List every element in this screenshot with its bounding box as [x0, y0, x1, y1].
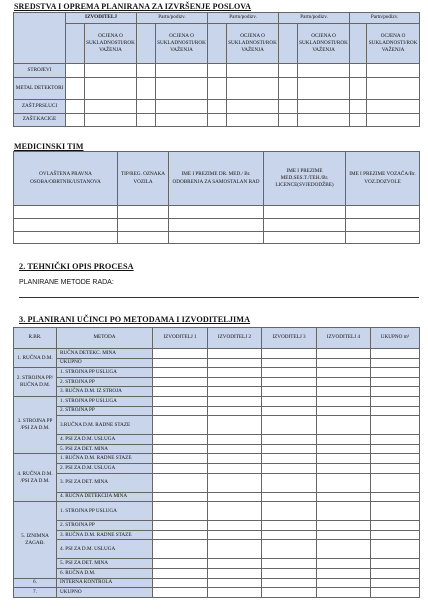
izvoditelj-cell[interactable] — [317, 358, 371, 368]
izvoditelj-cell[interactable] — [317, 454, 371, 464]
izvoditelj-cell[interactable] — [262, 568, 317, 578]
izvoditelj-cell[interactable] — [153, 406, 208, 416]
ukupno-cell[interactable] — [371, 435, 420, 445]
izvoditelj-cell[interactable] — [208, 559, 262, 569]
table-row — [14, 396, 420, 406]
cell[interactable] — [66, 100, 85, 114]
header-izvoditelj-2: IZVODITELJ 2 — [208, 328, 262, 349]
header-izvoditelj-3: IZVODITELJ 3 — [262, 328, 317, 349]
izvoditelj-cell[interactable] — [262, 406, 317, 416]
izvoditelj-cell[interactable] — [262, 368, 317, 378]
header-ukupno: UKUPNO m² — [371, 328, 420, 349]
izvoditelj-cell[interactable] — [153, 358, 208, 368]
group-label: 4. RUČNA D.M. /PSI ZA D.M. — [14, 454, 57, 502]
table-row — [14, 416, 420, 435]
table-row — [14, 444, 420, 454]
cell[interactable] — [227, 100, 279, 114]
table-row — [14, 588, 420, 598]
group-label: 6. — [14, 578, 57, 588]
table-row — [14, 406, 420, 416]
table-row — [14, 463, 420, 473]
table-row — [14, 377, 420, 387]
izvoditelj-cell[interactable] — [153, 540, 208, 559]
izvoditelj-cell[interactable] — [153, 416, 208, 435]
cell[interactable] — [208, 78, 227, 100]
group-label: 1. RUČNA D.M. — [14, 349, 57, 368]
cell[interactable] — [14, 219, 118, 232]
izvoditelj-cell[interactable] — [153, 387, 208, 397]
izvoditelj-cell[interactable] — [153, 502, 208, 521]
table-row — [14, 358, 420, 368]
cell[interactable] — [85, 100, 137, 114]
izvoditelj-cell[interactable] — [317, 540, 371, 559]
cell[interactable] — [367, 114, 420, 127]
header-metoda: METODA — [57, 328, 153, 349]
cell[interactable] — [279, 64, 298, 78]
cell[interactable] — [264, 206, 346, 219]
cell[interactable] — [350, 114, 367, 127]
header-partn: Partn/podizv. — [350, 13, 420, 24]
izvoditelj-cell[interactable] — [317, 559, 371, 569]
ukupno-cell[interactable] — [371, 502, 420, 521]
izvoditelj-cell[interactable] — [208, 377, 262, 387]
izvoditelj-cell[interactable] — [153, 368, 208, 378]
cell[interactable] — [208, 100, 227, 114]
planned-methods-label: PLANIRANE METODE RADA: — [19, 279, 114, 286]
izvoditelj-cell[interactable] — [317, 502, 371, 521]
cell[interactable] — [137, 100, 156, 114]
cell[interactable] — [156, 78, 208, 100]
cell[interactable] — [227, 114, 279, 127]
header-driver: IME I PREZIME VOZAČA/Br. VOZ.DOZVOLE — [346, 152, 420, 206]
method-label: RUČNA DETEKC. MINA — [57, 349, 153, 359]
group-label: 3. STROJNA PP /PSI ZA D.M. — [14, 396, 57, 453]
header-conformity: OCJENA O SUKLADNOSTI/ROK VAŽENJA — [367, 24, 420, 64]
izvoditelj-cell[interactable] — [153, 473, 208, 492]
izvoditelj-cell[interactable] — [317, 349, 371, 359]
izvoditelj-cell[interactable] — [208, 396, 262, 406]
izvoditelj-cell[interactable] — [153, 396, 208, 406]
izvoditelj-cell[interactable] — [208, 521, 262, 531]
izvoditelj-cell[interactable] — [153, 444, 208, 454]
section-title-planned-effects: 3. PLANIRANI UČINCI PO METODAMA I IZVODITELJIMA — [19, 315, 251, 324]
ukupno-cell[interactable] — [371, 559, 420, 569]
method-label: 3.RUČNA D.M. RADNE STAZE — [57, 416, 153, 435]
header-doctor: IME I PREZIME DR. MED./ Br. ODOBRENJA ZA SAMOSTALAN RAD — [169, 152, 264, 206]
cell[interactable] — [137, 64, 156, 78]
izvoditelj-cell[interactable] — [153, 435, 208, 445]
cell[interactable] — [118, 219, 169, 232]
method-label: INTERNA KONTROLA — [57, 578, 153, 588]
table-row — [14, 559, 420, 569]
izvoditelj-cell[interactable] — [153, 521, 208, 531]
method-label: 2. STROJNA PP — [57, 521, 153, 531]
header-partn: Partn/podizv. — [208, 13, 279, 24]
header-izvoditelj: IZVODITELJ — [66, 13, 137, 24]
izvoditelj-cell[interactable] — [262, 559, 317, 569]
izvoditelj-cell[interactable] — [262, 521, 317, 531]
table-row — [14, 502, 420, 521]
header-conformity: OCJENA O SUKLADNOSTI/ROK VAŽENJA — [298, 24, 350, 64]
header-nurse: IME I PREZIME MED.SES.T./TEH./Br. LICENCE(SVJEDODŽBE) — [264, 152, 346, 206]
method-label: 3. PSI ZA DET. MINA — [57, 473, 153, 492]
izvoditelj-cell[interactable] — [262, 358, 317, 368]
header-partn: Partn/podizv. — [279, 13, 350, 24]
izvoditelj-cell[interactable] — [153, 568, 208, 578]
table-row — [14, 454, 420, 464]
row-label-metal-detektori: METAL DETEKTORI — [14, 78, 66, 100]
izvoditelj-cell[interactable] — [262, 588, 317, 598]
cell[interactable] — [264, 232, 346, 244]
cell[interactable] — [279, 78, 298, 100]
cell[interactable] — [367, 78, 420, 100]
cell[interactable] — [118, 206, 169, 219]
izvoditelj-cell[interactable] — [262, 416, 317, 435]
table-row — [14, 473, 420, 492]
cell[interactable] — [169, 232, 264, 244]
header-gap — [279, 24, 298, 64]
cell[interactable] — [137, 114, 156, 127]
section-title-technical-description: 2. TEHNIČKI OPIS PROCESA — [19, 262, 134, 271]
izvoditelj-cell[interactable] — [153, 463, 208, 473]
row-label-strojevi: STROJEVI — [14, 64, 66, 78]
method-label: UKUPNO — [57, 588, 153, 598]
cell[interactable] — [156, 64, 208, 78]
header-conformity: OCJENA O SUKLADNOSTI/ROK VAŽENJA — [85, 24, 137, 64]
header-gap — [350, 24, 367, 64]
izvoditelj-cell[interactable] — [317, 435, 371, 445]
cell[interactable] — [85, 78, 137, 100]
izvoditelj-cell[interactable] — [153, 454, 208, 464]
izvoditelj-cell[interactable] — [317, 521, 371, 531]
ukupno-cell[interactable] — [371, 358, 420, 368]
izvoditelj-cell[interactable] — [262, 377, 317, 387]
ukupno-cell[interactable] — [371, 406, 420, 416]
izvoditelj-cell[interactable] — [208, 492, 262, 502]
cell[interactable] — [208, 114, 227, 127]
method-label: 5. PSI ZA DET. MINA — [57, 444, 153, 454]
izvoditelj-cell[interactable] — [262, 530, 317, 540]
izvoditelj-cell[interactable] — [262, 387, 317, 397]
izvoditelj-cell[interactable] — [262, 502, 317, 521]
izvoditelj-cell[interactable] — [317, 416, 371, 435]
izvoditelj-cell[interactable] — [262, 578, 317, 588]
izvoditelj-cell[interactable] — [208, 454, 262, 464]
table-row — [14, 349, 420, 359]
method-label: 4. PSI ZA D.M. USLUGA — [57, 540, 153, 559]
cell[interactable] — [298, 64, 350, 78]
izvoditelj-cell[interactable] — [208, 540, 262, 559]
cell[interactable] — [350, 64, 367, 78]
table-row — [14, 540, 420, 559]
izvoditelj-cell[interactable] — [262, 463, 317, 473]
header-partn: Partn/podizv. — [137, 13, 208, 24]
izvoditelj-cell[interactable] — [208, 416, 262, 435]
method-label: 4. RUČNA DETEKCIJA MINA — [57, 492, 153, 502]
izvoditelj-cell[interactable] — [153, 377, 208, 387]
izvoditelj-cell[interactable] — [153, 349, 208, 359]
method-label: 6. RUČNA D.M. — [57, 568, 153, 578]
ukupno-cell[interactable] — [371, 349, 420, 359]
cell[interactable] — [66, 114, 85, 127]
method-label: 1. STROJNA PP USLUGA — [57, 502, 153, 521]
izvoditelj-cell[interactable] — [262, 492, 317, 502]
group-label: 5. IZNIMNA ZAGAĐ. — [14, 502, 57, 578]
izvoditelj-cell[interactable] — [262, 444, 317, 454]
medical-team-table — [13, 151, 420, 244]
izvoditelj-cell[interactable] — [262, 396, 317, 406]
cell[interactable] — [85, 64, 137, 78]
cell[interactable] — [350, 100, 367, 114]
equipment-table — [13, 12, 420, 127]
ukupno-cell[interactable] — [371, 368, 420, 378]
cell[interactable] — [367, 64, 420, 78]
table-row — [14, 521, 420, 531]
table-row — [14, 578, 420, 588]
method-label: 2. STROJNA PP — [57, 406, 153, 416]
cell[interactable] — [118, 232, 169, 244]
cell[interactable] — [346, 206, 420, 219]
cell[interactable] — [66, 78, 85, 100]
izvoditelj-cell[interactable] — [208, 368, 262, 378]
izvoditelj-cell[interactable] — [317, 568, 371, 578]
izvoditelj-cell[interactable] — [317, 578, 371, 588]
izvoditelj-cell[interactable] — [153, 492, 208, 502]
ukupno-cell[interactable] — [371, 578, 420, 588]
cell[interactable] — [350, 78, 367, 100]
izvoditelj-cell[interactable] — [153, 559, 208, 569]
ukupno-cell[interactable] — [371, 377, 420, 387]
ukupno-cell[interactable] — [371, 521, 420, 531]
izvoditelj-cell[interactable] — [208, 502, 262, 521]
cell[interactable] — [14, 206, 118, 219]
method-label: UKUPNO — [57, 358, 153, 368]
cell[interactable] — [85, 114, 137, 127]
izvoditelj-cell[interactable] — [208, 435, 262, 445]
table-row — [14, 492, 420, 502]
row-label-zast-prsluci: ZAŠT.PRSLUCI — [14, 100, 66, 114]
cell[interactable] — [227, 78, 279, 100]
cell[interactable] — [367, 100, 420, 114]
izvoditelj-cell[interactable] — [208, 349, 262, 359]
ukupno-cell[interactable] — [371, 492, 420, 502]
method-label: 5. PSI ZA DET. MINA — [57, 559, 153, 569]
cell[interactable] — [227, 64, 279, 78]
table-row — [14, 568, 420, 578]
header-rbr: R.BR. — [14, 328, 57, 349]
cell[interactable] — [66, 64, 85, 78]
section-title-equipment: SREDSTVA I OPREMA PLANIRANA ZA IZVRŠENJE POSLOVA — [14, 2, 252, 11]
method-label: 2. STROJNA PP — [57, 377, 153, 387]
cell[interactable] — [156, 100, 208, 114]
cell[interactable] — [156, 114, 208, 127]
ukupno-cell[interactable] — [371, 463, 420, 473]
planned-effects-table — [13, 327, 420, 598]
izvoditelj-cell[interactable] — [208, 358, 262, 368]
izvoditelj-cell[interactable] — [317, 473, 371, 492]
row-label-zast-kacige: ZAŠT.KACIGE — [14, 114, 66, 127]
izvoditelj-cell[interactable] — [317, 530, 371, 540]
header-legal-entity: OVLAŠTENA PRAVNA OSOBA/OBRTNIK/USTANOVA — [14, 152, 118, 206]
group-label: 2. STROJNA PP/ RUČNA D.M. — [14, 368, 57, 397]
ukupno-cell[interactable] — [371, 387, 420, 397]
table-row — [14, 368, 420, 378]
izvoditelj-cell[interactable] — [317, 368, 371, 378]
header-conformity: OCJENA O SUKLADNOSTI/ROK VAŽENJA — [156, 24, 208, 64]
header-izvoditelj-4: IZVODITELJ 4 — [317, 328, 371, 349]
izvoditelj-cell[interactable] — [208, 463, 262, 473]
cell[interactable] — [14, 232, 118, 244]
cell[interactable] — [298, 78, 350, 100]
izvoditelj-cell[interactable] — [208, 406, 262, 416]
header-izvoditelj-1: IZVODITELJ 1 — [153, 328, 208, 349]
header-gap — [208, 24, 227, 64]
ukupno-cell[interactable] — [371, 588, 420, 598]
planned-methods-line[interactable] — [19, 297, 419, 298]
izvoditelj-cell[interactable] — [153, 588, 208, 598]
cell[interactable] — [137, 78, 156, 100]
izvoditelj-cell[interactable] — [208, 473, 262, 492]
ukupno-cell[interactable] — [371, 454, 420, 464]
ukupno-cell[interactable] — [371, 396, 420, 406]
method-label: 1. STROJNA PP USLUGA — [57, 396, 153, 406]
izvoditelj-cell[interactable] — [153, 578, 208, 588]
cell[interactable] — [346, 219, 420, 232]
izvoditelj-cell[interactable] — [262, 473, 317, 492]
table-row — [14, 530, 420, 540]
izvoditelj-cell[interactable] — [262, 435, 317, 445]
ukupno-cell[interactable] — [371, 444, 420, 454]
izvoditelj-cell[interactable] — [317, 387, 371, 397]
method-label: 3. RUČNA D.M. RADNE STAZE — [57, 530, 153, 540]
ukupno-cell[interactable] — [371, 530, 420, 540]
header-vehicle: TIP/REG. OZNAKA VOZILA — [118, 152, 169, 206]
izvoditelj-cell[interactable] — [208, 444, 262, 454]
izvoditelj-cell[interactable] — [317, 444, 371, 454]
method-label: 3. RUČNA D.M. IZ STROJA — [57, 387, 153, 397]
ukupno-cell[interactable] — [371, 473, 420, 492]
izvoditelj-cell[interactable] — [317, 492, 371, 502]
cell[interactable] — [264, 219, 346, 232]
izvoditelj-cell[interactable] — [317, 377, 371, 387]
table-row — [14, 387, 420, 397]
cell[interactable] — [169, 206, 264, 219]
table-row — [14, 435, 420, 445]
cell[interactable] — [169, 219, 264, 232]
izvoditelj-cell[interactable] — [317, 396, 371, 406]
method-label: 1. RUČNA D.M. RADNE STAZE — [57, 454, 153, 464]
izvoditelj-cell[interactable] — [208, 530, 262, 540]
cell[interactable] — [279, 114, 298, 127]
header-blank — [14, 13, 66, 64]
izvoditelj-cell[interactable] — [317, 463, 371, 473]
izvoditelj-cell[interactable] — [262, 454, 317, 464]
izvoditelj-cell[interactable] — [153, 530, 208, 540]
header-conformity: OCJENA O SUKLADNOSTI/ROK VAŽENJA — [227, 24, 279, 64]
izvoditelj-cell[interactable] — [208, 588, 262, 598]
izvoditelj-cell[interactable] — [262, 349, 317, 359]
cell[interactable] — [208, 64, 227, 78]
cell[interactable] — [346, 232, 420, 244]
izvoditelj-cell[interactable] — [262, 540, 317, 559]
header-gap — [137, 24, 156, 64]
izvoditelj-cell[interactable] — [208, 578, 262, 588]
method-label: 2. PSI ZA D.M. USLUGA — [57, 463, 153, 473]
method-label: 1. STROJNA PP USLUGA — [57, 368, 153, 378]
cell[interactable] — [298, 114, 350, 127]
method-label: 4. PSI ZA D.M. USLUGA — [57, 435, 153, 445]
cell[interactable] — [279, 100, 298, 114]
izvoditelj-cell[interactable] — [317, 406, 371, 416]
izvoditelj-cell[interactable] — [317, 588, 371, 598]
izvoditelj-cell[interactable] — [208, 387, 262, 397]
izvoditelj-cell[interactable] — [208, 568, 262, 578]
header-gap — [66, 24, 85, 64]
ukupno-cell[interactable] — [371, 540, 420, 559]
ukupno-cell[interactable] — [371, 416, 420, 435]
cell[interactable] — [298, 100, 350, 114]
ukupno-cell[interactable] — [371, 568, 420, 578]
section-title-medical-team: MEDICINSKI TIM — [14, 142, 84, 151]
group-label: 7. — [14, 588, 57, 598]
